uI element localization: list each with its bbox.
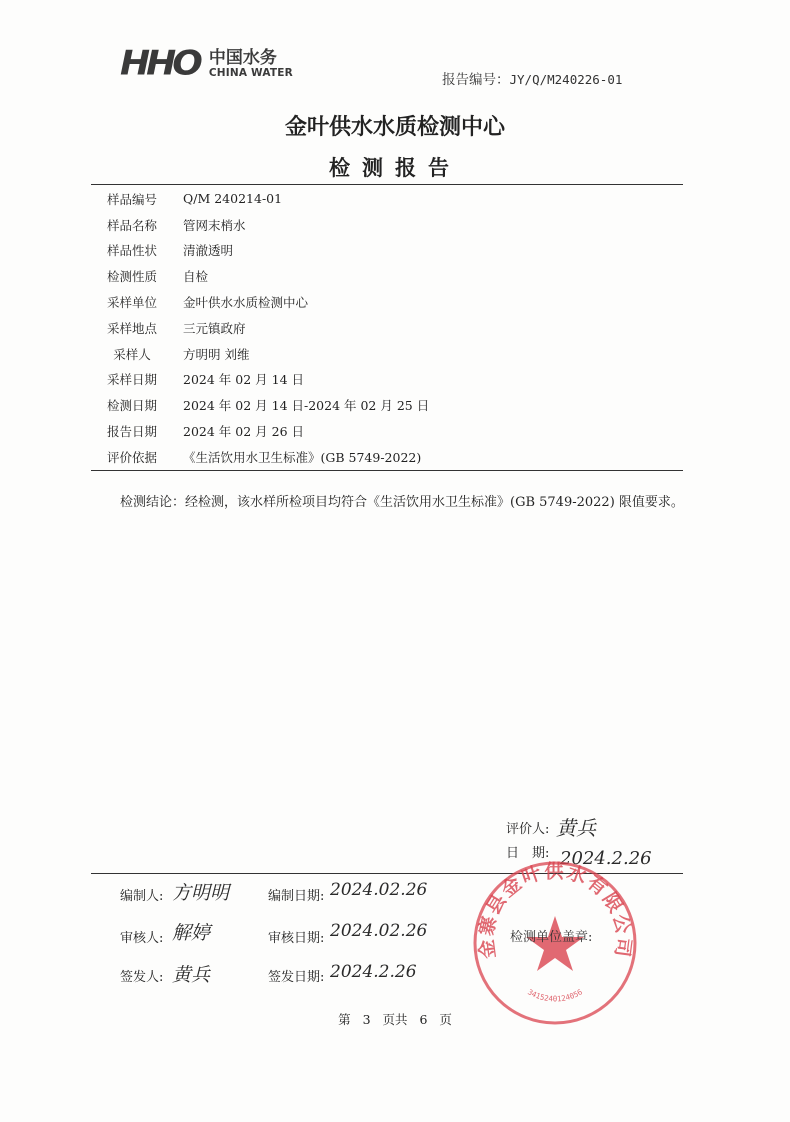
info-row	[91, 315, 683, 341]
info-label: 报告日期	[106, 424, 157, 440]
report-number-value: JY/Q/M240226-01	[509, 72, 623, 87]
issuer-label: 签发人:	[120, 970, 164, 985]
info-value: 金叶供水水质检测中心	[183, 295, 309, 311]
logo-chinese: 中国水务	[208, 47, 277, 68]
reviewer-signature: 解婷	[172, 922, 211, 944]
report-number-label: 报告编号：	[442, 72, 510, 88]
compiler-label: 编制人:	[120, 889, 164, 904]
company-logo	[120, 46, 293, 82]
organization-title: 金叶供水水质检测中心	[284, 115, 505, 140]
stamp-label: 检测单位盖章:	[510, 930, 593, 945]
info-label: 检测性质	[106, 269, 157, 285]
info-value: 2024 年 02 月 14 日	[183, 372, 304, 388]
compile-date-signature: 2024.02.26	[330, 880, 428, 900]
info-row	[91, 212, 683, 238]
info-label: 样品名称	[106, 217, 157, 233]
evaluation-date-label: 日 期:	[506, 846, 550, 861]
info-row	[91, 289, 683, 315]
compiler-signature: 方明明	[172, 882, 230, 904]
document-title: 检测报告	[329, 156, 461, 180]
evaluator-label: 评价人:	[506, 822, 550, 837]
test-conclusion: 检测结论：经检测，该水样所检项目均符合《生活饮用水卫生标准》(GB 5749-2022) 限值要求。	[120, 495, 684, 510]
info-row	[91, 186, 683, 212]
page-number: 第 3 页共 6 页	[338, 1012, 452, 1027]
reviewer-label: 审核人:	[120, 931, 164, 946]
seal-text: 金寨县金叶供水有限公司	[475, 860, 635, 960]
review-date-signature: 2024.02.26	[330, 921, 428, 941]
evaluator-signature: 黄兵	[556, 816, 596, 840]
info-label: 采样单位	[106, 295, 157, 311]
info-value: 自检	[183, 269, 209, 285]
review-date-label: 审核日期:	[268, 931, 325, 946]
info-row	[91, 392, 683, 418]
info-label: 检测日期	[106, 398, 157, 414]
info-value: 清澈透明	[183, 243, 234, 259]
info-label: 样品编号	[106, 191, 157, 207]
info-label: 采样地点	[106, 320, 157, 336]
info-row	[91, 367, 683, 393]
logo-mark: HHO	[120, 44, 199, 83]
info-row	[91, 418, 683, 444]
info-value: Q/M 240214-01	[183, 191, 283, 207]
info-row	[91, 444, 683, 470]
info-label: 采样日期	[106, 372, 157, 388]
report-number	[442, 68, 622, 88]
info-label: 评价依据	[106, 449, 157, 465]
info-value: 2024 年 02 月 26 日	[183, 424, 304, 440]
logo-english: CHINA WATER	[208, 66, 293, 79]
info-row	[91, 263, 683, 289]
issue-date-signature: 2024.2.26	[330, 962, 417, 982]
sample-info-table	[91, 184, 683, 471]
logo-text	[209, 49, 293, 80]
info-row	[91, 238, 683, 264]
info-value: 三元镇政府	[183, 320, 246, 336]
info-value: 方明明 刘维	[183, 346, 250, 362]
issue-date-label: 签发日期:	[268, 970, 325, 985]
info-label: 样品性状	[106, 243, 157, 259]
info-value: 《生活饮用水卫生标准》(GB 5749-2022)	[183, 449, 422, 465]
evaluation-date-signature: 2024.2.26	[560, 848, 652, 869]
info-value: 管网末梢水	[183, 217, 246, 233]
info-value: 2024 年 02 月 14 日-2024 年 02 月 25 日	[183, 398, 430, 414]
issuer-signature: 黄兵	[172, 964, 211, 986]
compile-date-label: 编制日期:	[268, 889, 325, 904]
seal-number: 3415240124056	[526, 987, 584, 1004]
info-row	[91, 341, 683, 367]
info-label: 采样人	[113, 346, 151, 362]
